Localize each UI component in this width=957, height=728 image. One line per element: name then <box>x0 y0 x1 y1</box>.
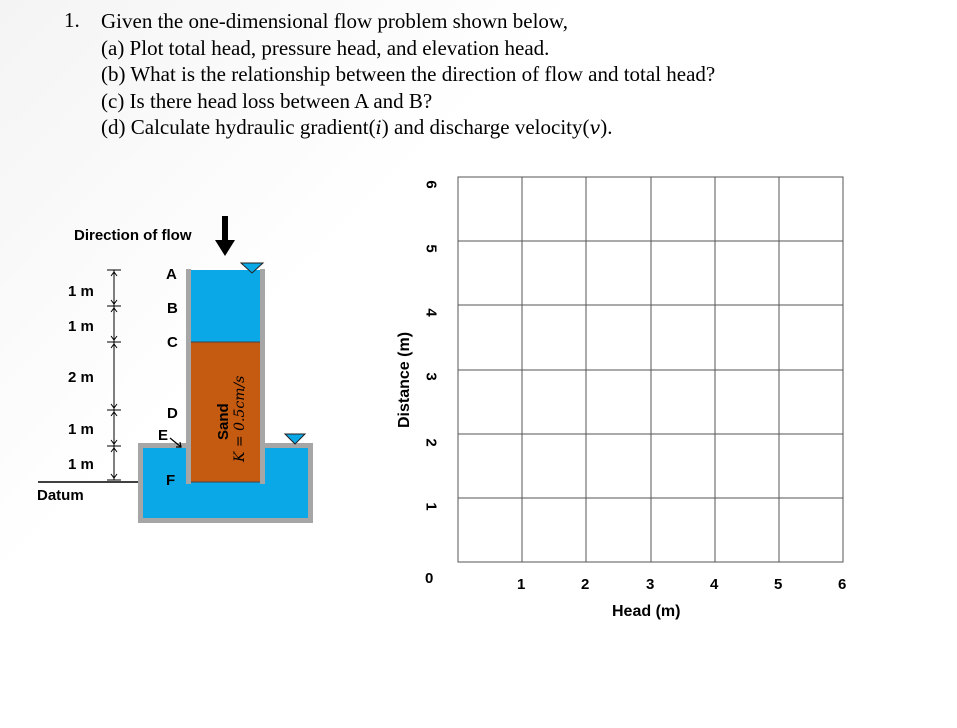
datum-label: Datum <box>37 487 84 504</box>
y-tick-6: 6 <box>422 180 440 189</box>
question-number: 1. <box>64 8 80 32</box>
x-tick-1: 1 <box>517 576 526 593</box>
x-tick-4: 4 <box>710 576 719 593</box>
permeability-label: K = 0.5cm/s <box>232 375 248 462</box>
point-label-d: D <box>167 405 178 422</box>
question-part-d: (d) Calculate hydraulic gradient(i) and discharge velocity(v). <box>101 115 613 139</box>
point-label-c: C <box>167 334 178 351</box>
y-tick-3: 3 <box>422 372 440 381</box>
question-part-b: (b) What is the relationship between the direction of flow and total head? <box>101 62 716 86</box>
y-tick-4: 4 <box>422 308 440 317</box>
x-tick-2: 2 <box>581 576 590 593</box>
x-tick-5: 5 <box>774 576 783 593</box>
x-axis-title: Head (m) <box>612 603 681 620</box>
dimension-label-bc: 1 m <box>68 318 94 335</box>
point-label-b: B <box>167 300 178 317</box>
question-part-c: (c) Is there head loss between A and B? <box>101 89 433 113</box>
point-label-f: F <box>166 472 176 489</box>
flow-direction-arrow-icon <box>215 216 235 256</box>
dimension-line <box>107 270 121 480</box>
dimension-label-ab: 1 m <box>68 283 94 300</box>
x-tick-3: 3 <box>646 576 655 593</box>
head-chart-grid <box>458 177 843 562</box>
y-tick-1: 1 <box>422 502 440 511</box>
question-intro: Given the one-dimensional flow problem shown below, <box>101 9 568 33</box>
column-wall-left <box>186 269 191 484</box>
column-wall-right <box>260 269 265 484</box>
question-part-a: (a) Plot total head, pressure head, and elevation head. <box>101 36 550 60</box>
x-tick-6: 6 <box>838 576 847 593</box>
water-level-marker-bottom <box>285 434 305 444</box>
dimension-label-ef: 1 m <box>68 456 94 473</box>
y-axis-title: Distance (m) <box>396 331 413 428</box>
point-label-e: E <box>158 427 169 444</box>
y-tick-0: 0 <box>425 570 434 587</box>
direction-of-flow-label: Direction of flow <box>74 227 192 244</box>
y-tick-5: 5 <box>422 244 440 253</box>
point-label-a: A <box>166 266 177 283</box>
column-water <box>191 270 260 342</box>
dimension-label-de: 1 m <box>68 421 94 438</box>
dimension-label-cd: 2 m <box>68 369 94 386</box>
y-tick-2: 2 <box>422 438 440 447</box>
sand-label: Sand <box>215 403 232 440</box>
